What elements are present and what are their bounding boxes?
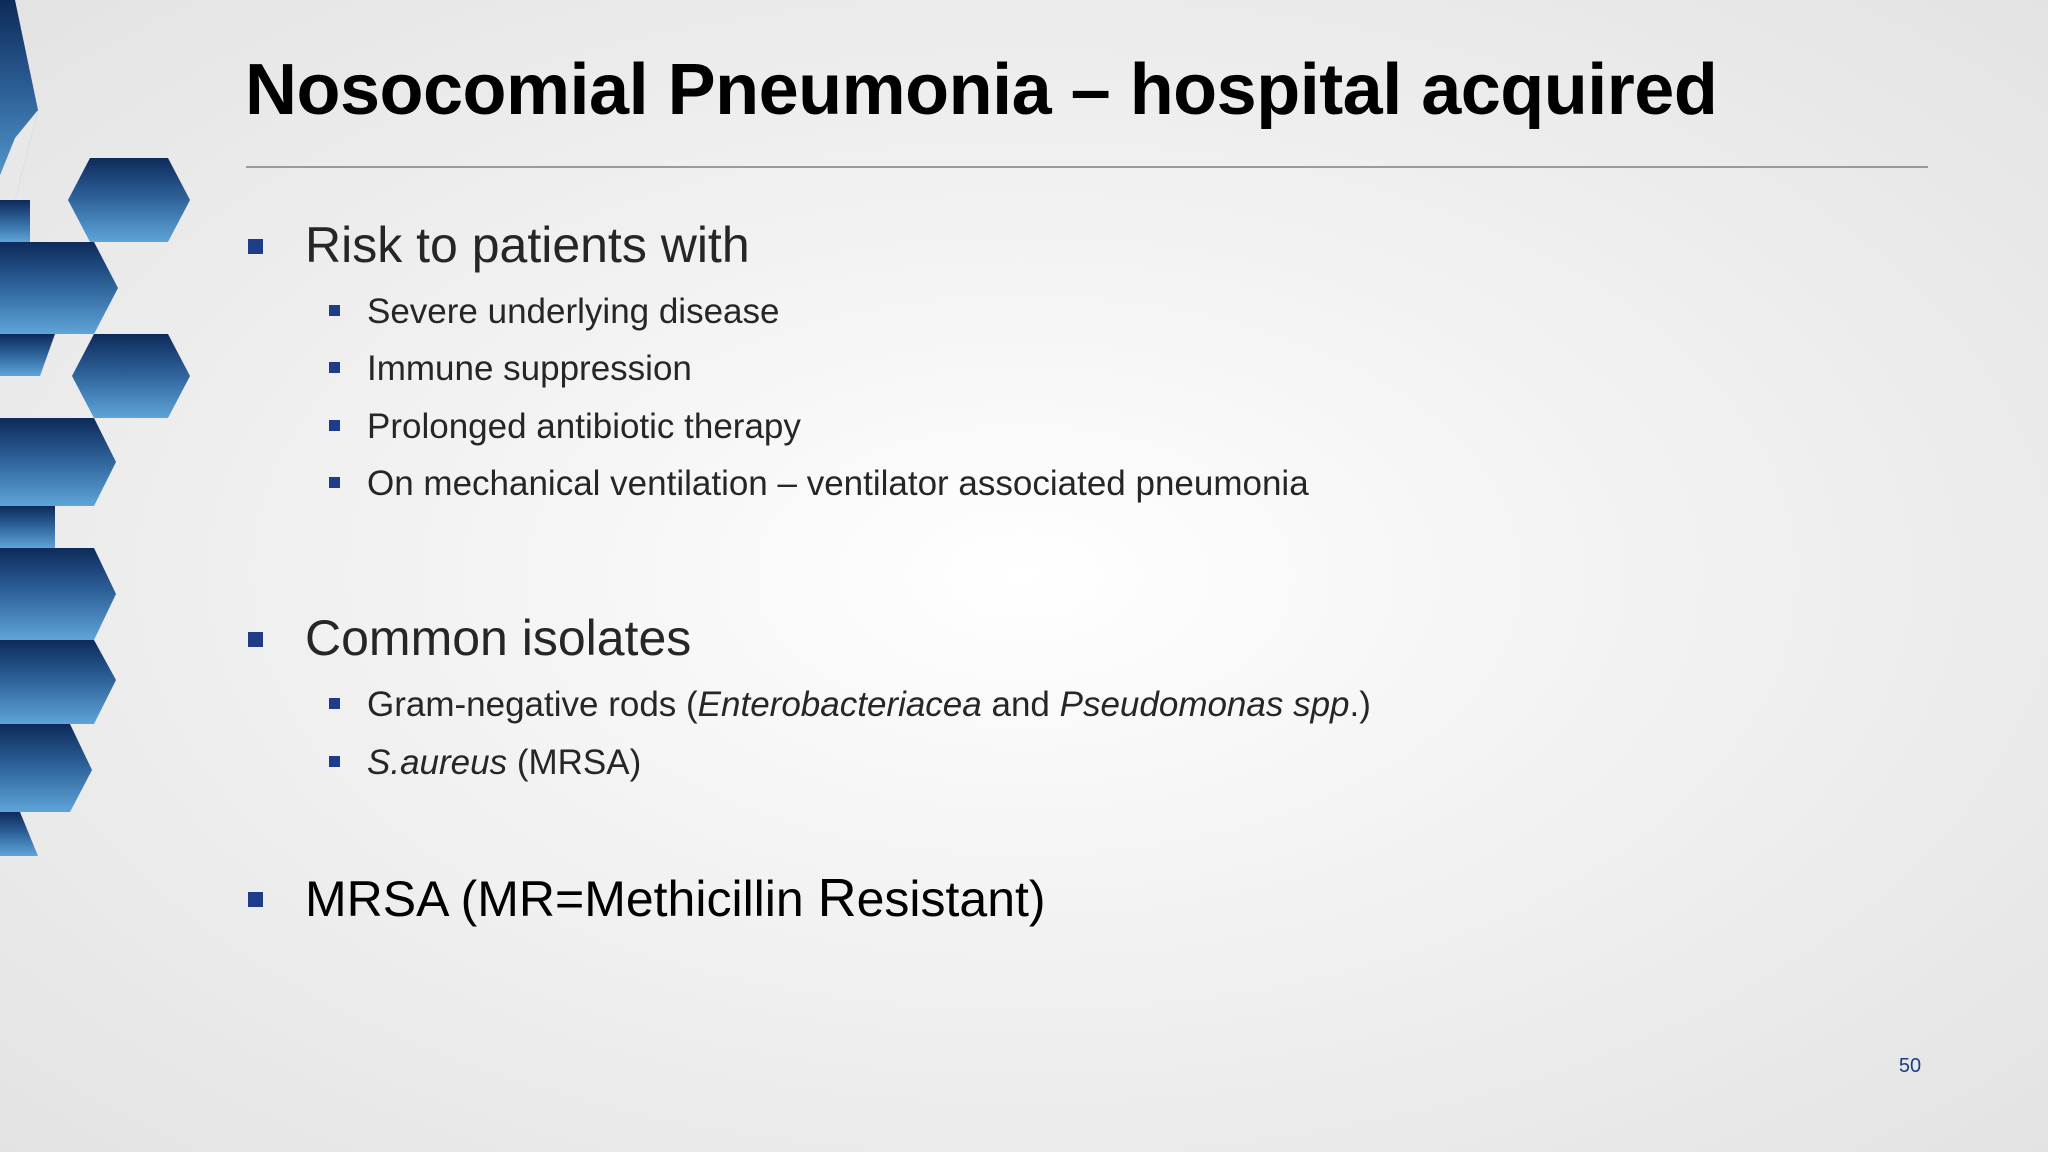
organism-name: S.aureus: [367, 743, 508, 782]
heading-letter: R: [817, 868, 857, 928]
item-text: (MRSA): [507, 743, 642, 782]
organism-name: Pseudomonas spp: [1059, 685, 1350, 724]
item-text: Gram-negative rods (: [367, 685, 698, 724]
heading-text: MRSA (MR=Methicillin: [305, 871, 818, 927]
page-number: 50: [1898, 1055, 1922, 1077]
bullet-item: Prolonged antibiotic therapy: [367, 403, 801, 451]
bullet-heading-isolates: Common isolates: [305, 606, 691, 670]
bullet-item: On mechanical ventilation – ventilator associated pneumonia: [367, 460, 1309, 508]
slide-title: Nosocomial Pneumonia – hospital acquired: [245, 50, 1718, 130]
item-text: and: [981, 685, 1060, 724]
bullet-item: Severe underlying disease: [367, 288, 779, 336]
heading-text: esistant): [856, 871, 1046, 927]
bullet-item-saureus: [367, 739, 641, 787]
bullet-heading-risk: Risk to patients with: [305, 213, 750, 277]
bullet-heading-mrsa: [305, 866, 1046, 931]
item-text: .): [1349, 685, 1371, 724]
organism-name: Enterobacteriacea: [697, 685, 982, 724]
bullet-item-gram-negative: [367, 681, 1371, 729]
bullet-item: Immune suppression: [367, 345, 692, 393]
